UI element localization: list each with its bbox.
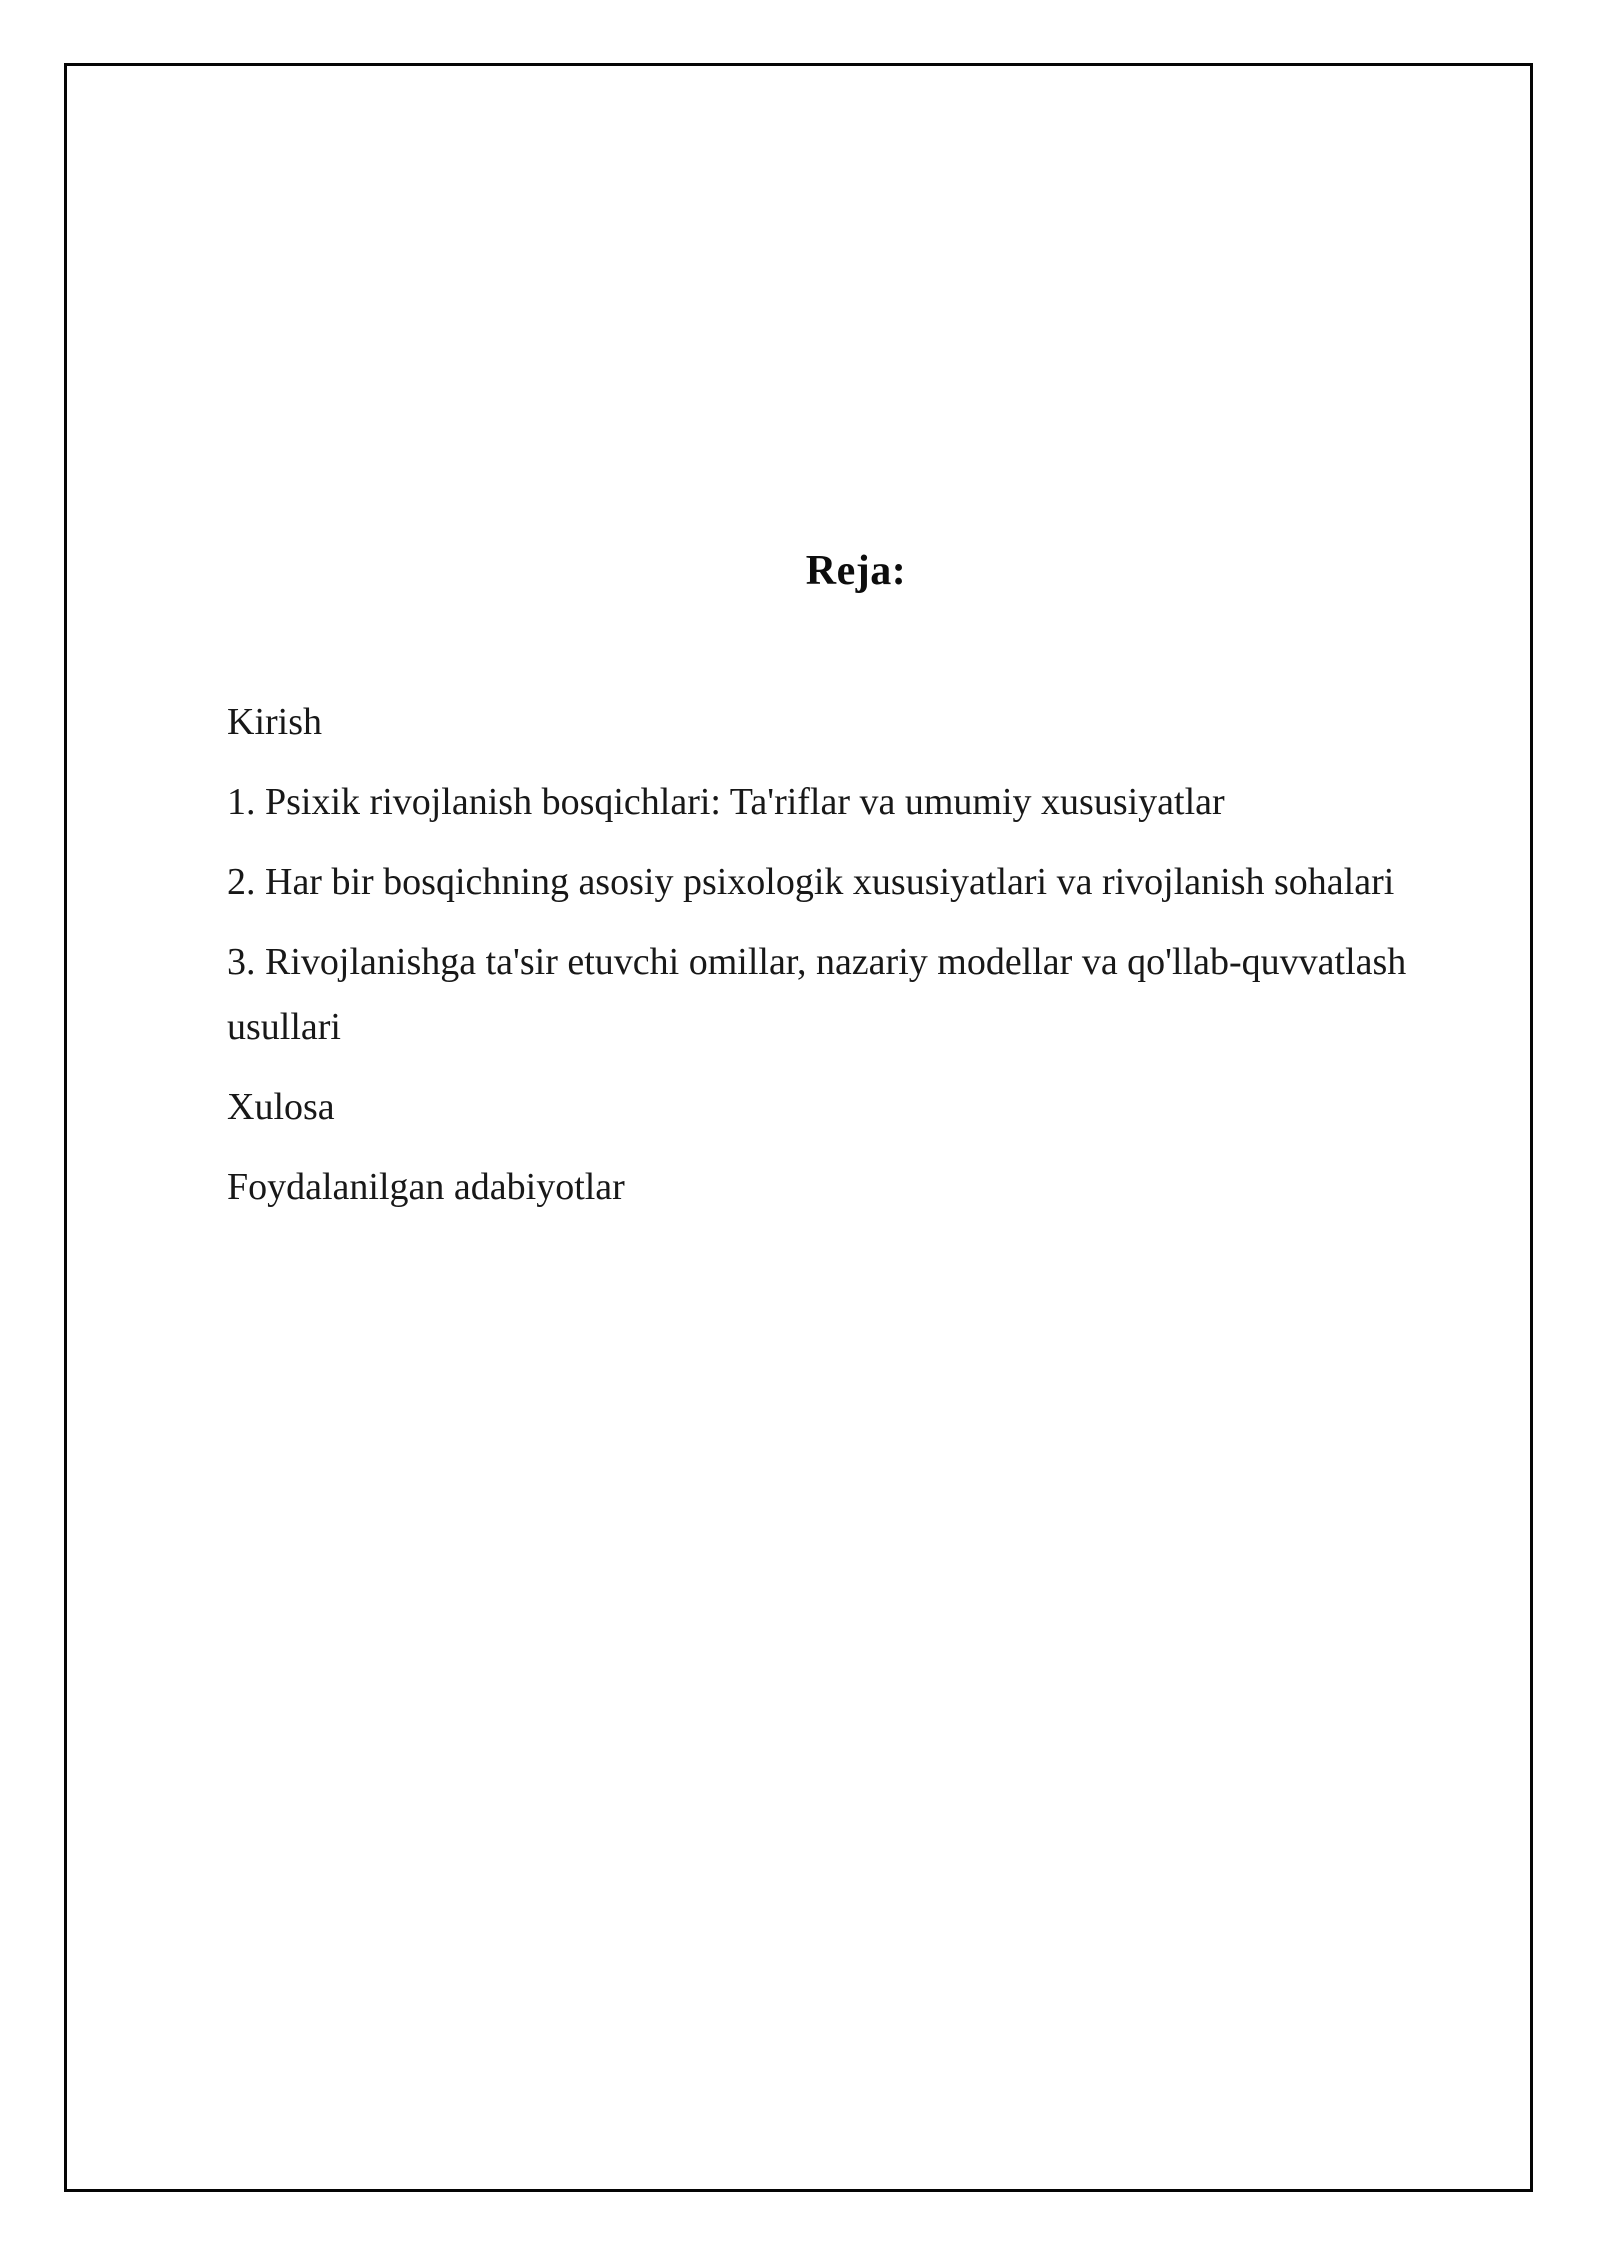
plan-item: Kirish [227,701,322,743]
plan-item: 2. Har bir bosqichning asosiy psixologik xususiyatlari va rivojlanish sohalari [227,861,1395,903]
plan-item: Foydalanilgan adabiyotlar [227,1166,625,1208]
document-title: Reja: [805,548,907,594]
plan-item: 3. Rivojlanishga ta'sir etuvchi omillar, nazariy modellar va qo'llab-quvvatlash usullari [227,941,1407,1048]
plan-item: Xulosa [227,1086,335,1128]
plan-list [227,690,1485,1235]
plan-item: 1. Psixik rivojlanish bosqichlari: Ta'riflar va umumiy xususiyatlar [227,781,1225,823]
